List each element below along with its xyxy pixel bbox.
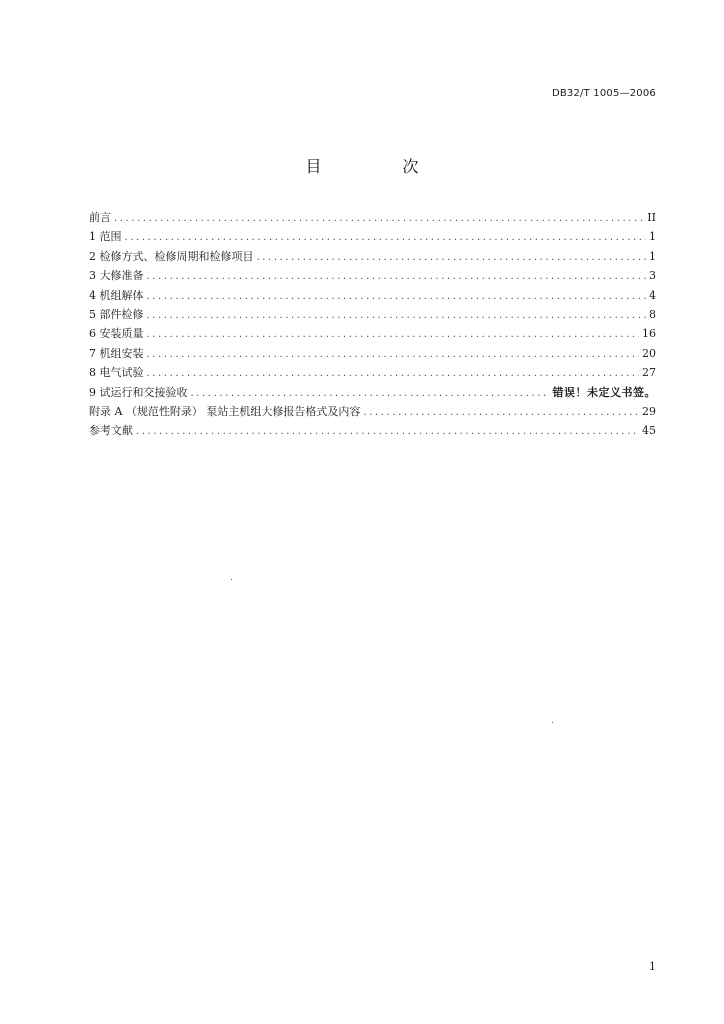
toc-entry-label: 8 电气试验 [89, 366, 144, 380]
toc-entry-label: 1 范围 [89, 230, 122, 244]
toc-entry-maintenance-methods[interactable] [89, 247, 656, 266]
toc-entry-label: 6 安装质量 [89, 327, 144, 341]
toc-dot-leader [257, 248, 647, 267]
toc-entry-installation-quality[interactable] [89, 324, 656, 343]
toc-dot-leader [147, 287, 647, 306]
toc-entry-label: 参考文献 [89, 424, 133, 438]
toc-dot-leader [147, 267, 647, 286]
toc-entry-appendix-a[interactable] [89, 402, 656, 421]
toc-entry-page: II [647, 211, 656, 224]
toc-entry-page-error: 错误！未定义书签。 [552, 385, 656, 399]
toc-entry-label: 9 试运行和交接验收 [89, 385, 188, 399]
toc-dot-leader [147, 364, 640, 383]
toc-dot-leader [147, 306, 647, 325]
toc-entry-page: 20 [642, 346, 656, 360]
toc-entry-page: 1 [649, 230, 656, 244]
toc-dot-leader [363, 403, 639, 422]
toc-entry-electrical-tests[interactable] [89, 363, 656, 382]
toc-dot-leader [147, 345, 640, 364]
toc-entry-label: 5 部件检修 [89, 307, 144, 321]
toc-entry-page: 45 [642, 424, 656, 438]
toc-entry-page: 27 [642, 366, 656, 380]
toc-entry-page: 16 [642, 327, 656, 341]
toc-entry-label: 7 机组安装 [89, 346, 144, 360]
toc-entry-label: 2 检修方式、检修周期和检修项目 [89, 249, 254, 263]
toc-entry-label: 4 机组解体 [89, 288, 144, 302]
toc-entry-scope[interactable] [89, 227, 656, 246]
toc-dot-leader [147, 325, 640, 344]
toc-entry-references[interactable] [89, 421, 656, 440]
toc-entry-label: 3 大修准备 [89, 269, 144, 283]
scan-speck [552, 722, 553, 723]
toc-entry-label: 前言 [89, 211, 111, 224]
toc-entry-component-repair[interactable] [89, 305, 656, 324]
toc-dot-leader [125, 228, 647, 247]
toc-entry-overhaul-preparation[interactable] [89, 266, 656, 285]
toc-entry-page: 1 [649, 249, 656, 263]
page-number: 1 [649, 960, 656, 973]
standard-number: DB32/T 1005—2006 [551, 88, 656, 99]
toc-entry-page: 4 [649, 288, 656, 302]
toc-entry-trial-run-acceptance[interactable] [89, 383, 656, 402]
toc-entry-page: 3 [649, 269, 656, 283]
toc-entry-foreword[interactable] [89, 208, 656, 227]
table-of-contents [89, 208, 656, 441]
toc-entry-unit-disassembly[interactable] [89, 286, 656, 305]
toc-entry-page: 29 [642, 404, 656, 418]
scan-speck [231, 579, 232, 580]
toc-entry-page: 8 [649, 307, 656, 321]
toc-entry-label: 附录 A （规范性附录） 泵站主机组大修报告格式及内容 [89, 404, 361, 418]
toc-dot-leader [136, 422, 639, 441]
toc-dot-leader [114, 209, 644, 228]
toc-entry-unit-installation[interactable] [89, 344, 656, 363]
page-title: 目 次 [305, 157, 457, 176]
toc-dot-leader [191, 384, 550, 403]
